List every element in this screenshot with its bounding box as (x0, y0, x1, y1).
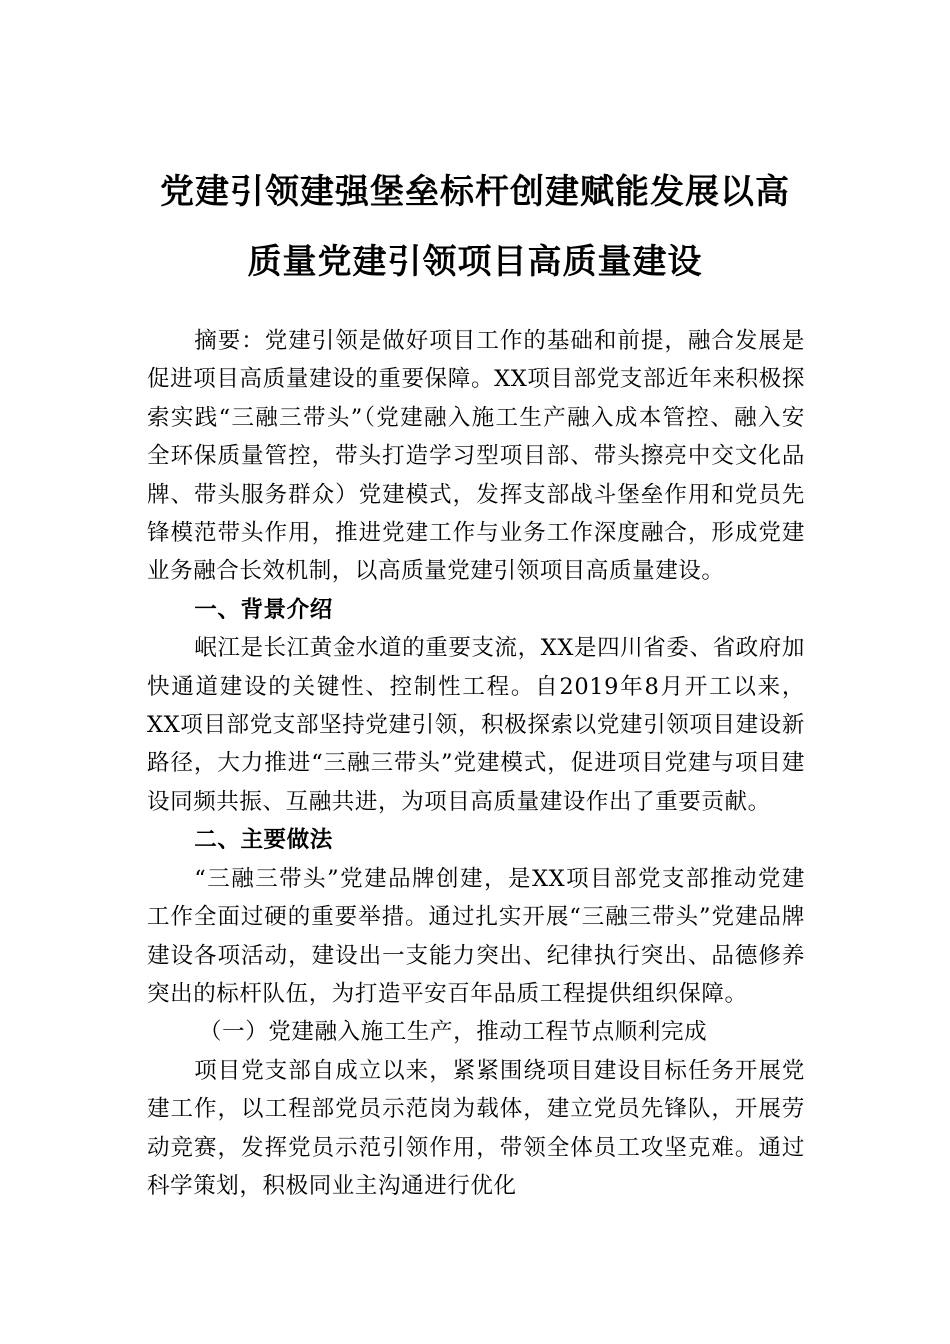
section-heading-main-practices: 二、主要做法 (194, 827, 333, 854)
document-title-line-2: 质量党建引领项目高质量建设 (247, 242, 703, 282)
abstract-paragraph: 摘要：党建引领是做好项目工作的基础和前提，融合发展是促进项目高质量建设的重要保障。XX项目部党支部近年来积极探索实践“三融三带头”（党建融入施工生产融入成本管控、融入安全环保质量管控，带头打造学习型项目部、带头擦亮中交文化品牌、带头服务群众）党建模式，发挥支部战斗堡垒作用和党员先锋模范带头作用，推进党建工作与业务工作深度融合，形成党建业务融合长效机制，以高质量党建引领项目高质量建设。 (147, 328, 805, 585)
background-paragraph: 岷江是长江黄金水道的重要支流，XX是四川省委、省政府加快通道建设的关键性、控制性工程。自2019年8月开工以来，XX项目部党支部坚持党建引领，积极探索以党建引领项目建设新路径，大力推进“三融三带头”党建模式，促进项目党建与项目建设同频共振、互融共进，为项目高质量建设作出了重要贡献。 (147, 635, 805, 815)
document-body (147, 322, 805, 1205)
subsection-heading-construction: （一）党建融入施工生产，推动工程节点顺利完成 (199, 1019, 708, 1046)
construction-paragraph: 项目党支部自成立以来，紧紧围绕项目建设目标任务开展党建工作，以工程部党员示范岗为载体，建立党员先锋队，开展劳动竞赛，发挥党员示范引领作用，带领全体员工攻坚克难。通过科学策划，积极同业主沟通进行优化 (147, 1057, 805, 1199)
section-heading-background: 一、背景介绍 (194, 596, 333, 623)
document-title-line-1: 党建引领建强堡垒标杆创建赋能发展以高 (160, 172, 790, 212)
main-practices-paragraph: “三融三带头”党建品牌创建，是XX项目部党支部推动党建工作全面过硬的重要举措。通过扎实开展“三融三带头”党建品牌建设各项活动，建设出一支能力突出、纪律执行突出、品德修养突出的标杆队伍，为打造平安百年品质工程提供组织保障。 (147, 865, 805, 1007)
